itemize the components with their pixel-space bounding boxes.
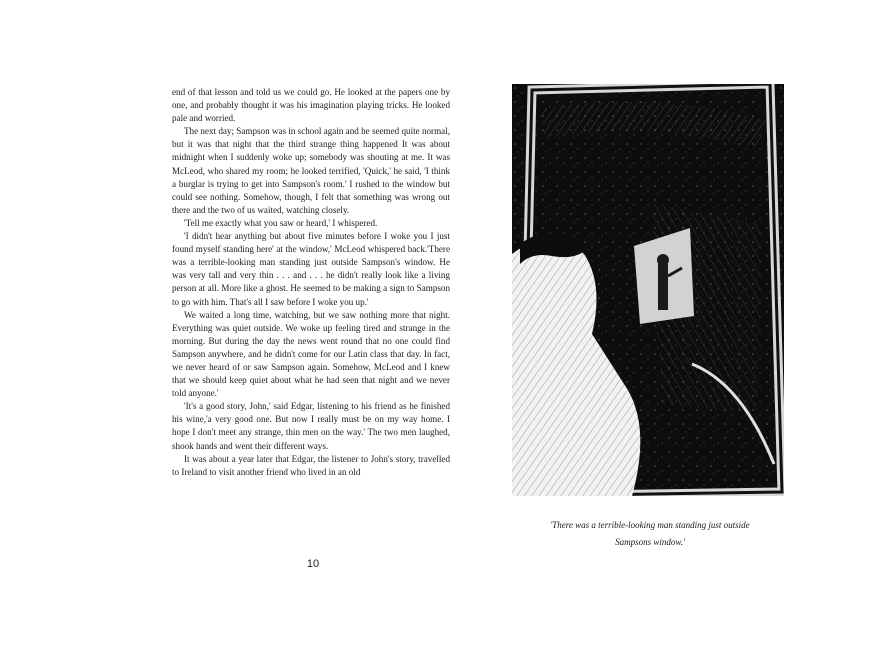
caption-line: Sampsons window.' <box>615 537 685 547</box>
sky-hatching <box>542 116 762 134</box>
illustration <box>512 84 784 496</box>
page-number: 10 <box>306 558 320 570</box>
paragraph: It was about a year later that Edgar, the listener to John's story, travelled to Ireland to visit another friend who lived in an old <box>172 453 450 477</box>
paragraph: 'It's a good story, John,' said Edgar, listening to his friend as he finished his wine,'a very good one. But now I really must be on my way home. I hope I don't meet any strange, thin men on the way.' The two men laughed, shook hands and went their different ways. <box>172 401 450 451</box>
illustration-caption <box>530 517 770 551</box>
caption-line: 'There was a terrible-looking man standing just outside <box>550 520 750 530</box>
paragraph: 'Tell me exactly what you saw or heard,' I whispered. <box>184 217 378 228</box>
illustration-art <box>512 84 784 496</box>
ghost-figure <box>658 264 668 310</box>
paragraph: The next day; Sampson was in school again and he seemed quite normal, but it was that night that the third strange thing happened It was about midnight when I suddenly woke up; somebody was shouting at me. It was McLeod, who shared my room; he looked terrified, 'Quick,' he said, 'I think a burglar is trying to get into Sampson's room.' I rushed to the window but could see nothing. Somehow, though, I felt that something was wrong out there and the two of us waited, watching closely. <box>172 126 450 215</box>
body-text <box>172 86 450 479</box>
ghost-head <box>657 254 669 266</box>
paragraph: We waited a long time, watching, but we saw nothing more that night. Everything was quiet outside. We woke up feeling tired and strange in the morning. But during the day the news went round that no one could find Sampson anywhere, and he didn't come for our Latin class that day. In fact, we never heard of or saw Sampson again. Somehow, McLeod and I knew that we should keep quiet about what he had seen that night and we never told anyone.' <box>172 309 450 399</box>
paragraph: 'I didn't hear anything but about five minutes before I woke you I just found myself standing here' at the window,' McLeod whispered back.'There was a terrible-looking man standing just outside Sampson's window. He was very tall and very thin . . . and . . . he didn't really look like a living person at all. More like a ghost. He seemed to be making a sign to Sampson to go with him. That's all I saw before I woke you up.' <box>172 231 450 307</box>
paragraph: end of that lesson and told us we could go. He looked at the papers one by one, and probably thought it was his imagination playing tricks. He looked pale and worried. <box>172 87 450 124</box>
